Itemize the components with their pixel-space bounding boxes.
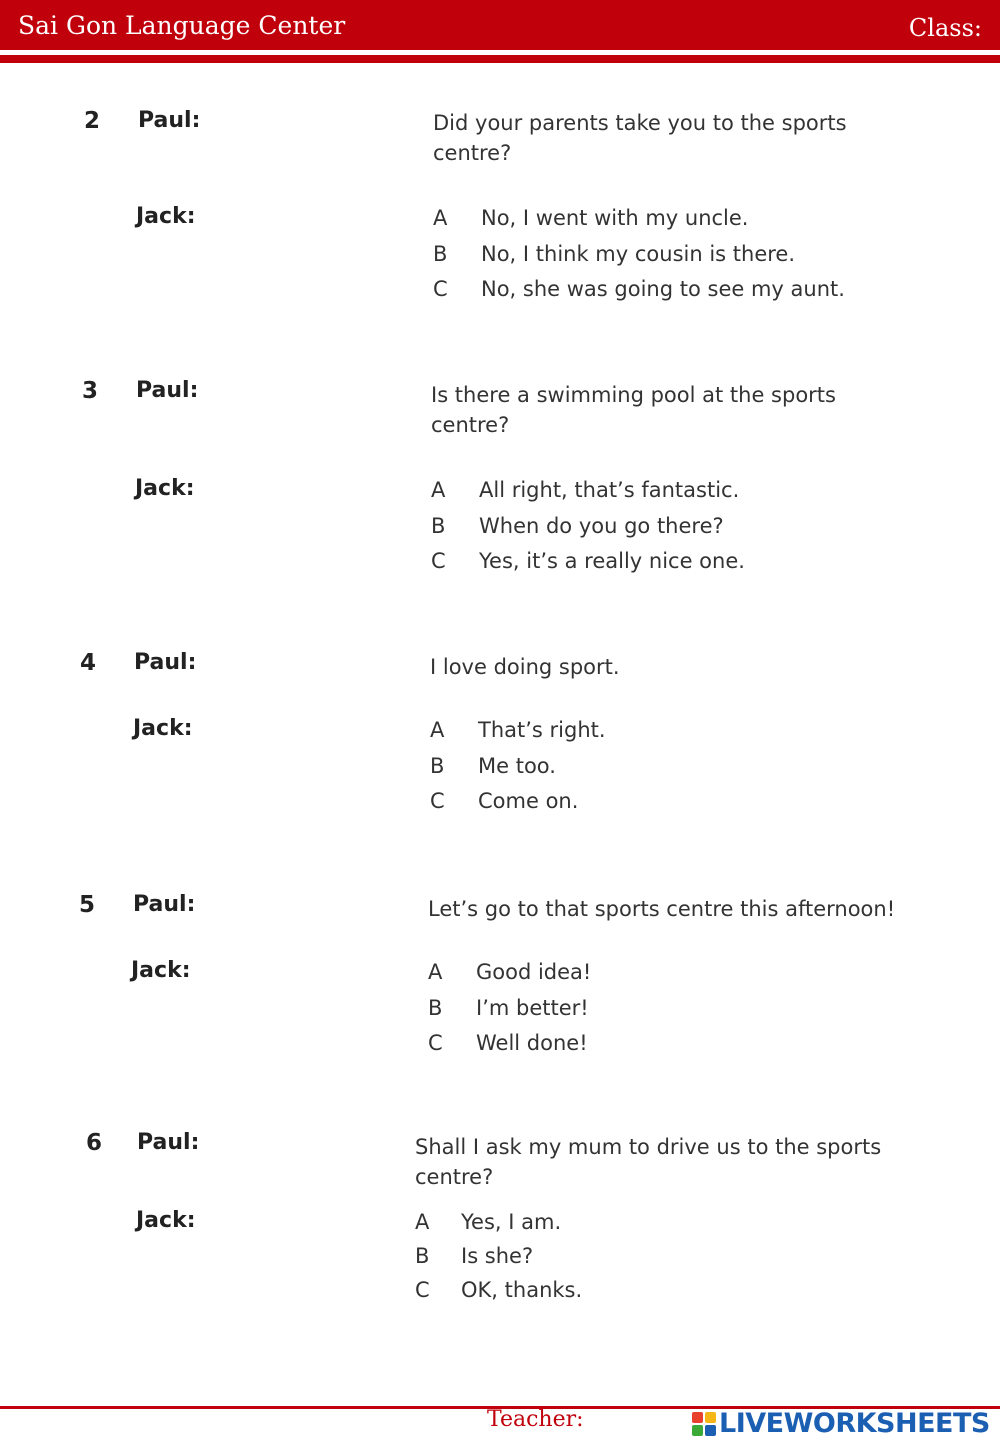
- logo-square: [692, 1412, 703, 1423]
- option-b[interactable]: B Me too.: [430, 754, 556, 778]
- question-number: 4: [80, 650, 97, 676]
- question-prompt: Is there a swimming pool at the sports centre?: [431, 383, 836, 437]
- option-c[interactable]: C No, she was going to see my aunt.: [433, 277, 845, 301]
- option-c[interactable]: C OK, thanks.: [415, 1278, 583, 1302]
- question-prompt: Shall I ask my mum to drive us to the sports centre?: [415, 1135, 882, 1189]
- speaker-jack: Jack:: [136, 204, 196, 229]
- logo-square: [705, 1412, 716, 1423]
- class-label: Class:: [908, 14, 982, 42]
- speaker-jack: Jack:: [131, 958, 191, 983]
- question-prompt: Did your parents take you to the sports centre?: [433, 111, 847, 165]
- speaker-jack: Jack:: [136, 1208, 196, 1233]
- option-c[interactable]: C Come on.: [430, 789, 579, 813]
- speaker-jack: Jack:: [135, 476, 195, 501]
- question-number: 3: [82, 378, 99, 404]
- question-prompt: Let’s go to that sports centre this afternoon!: [428, 897, 896, 921]
- option-b[interactable]: B No, I think my cousin is there.: [433, 242, 796, 266]
- speaker-paul: Paul:: [136, 378, 199, 403]
- option-c[interactable]: C Yes, it’s a really nice one.: [431, 549, 745, 573]
- speaker-paul: Paul:: [138, 108, 201, 133]
- option-a[interactable]: A No, I went with my uncle.: [433, 206, 749, 230]
- speaker-paul: Paul:: [133, 892, 196, 917]
- option-b[interactable]: B When do you go there?: [431, 514, 724, 538]
- logo-square: [692, 1425, 703, 1436]
- option-a[interactable]: A All right, that’s fantastic.: [431, 478, 740, 502]
- header-bar: [0, 0, 1000, 50]
- speaker-jack: Jack:: [133, 716, 193, 741]
- logo-text: LIVEWORKSHEETS: [719, 1408, 990, 1439]
- liveworksheets-logo[interactable]: [692, 1408, 990, 1439]
- option-a[interactable]: A Good idea!: [428, 960, 592, 984]
- question-number: 6: [86, 1130, 103, 1156]
- option-c[interactable]: C Well done!: [428, 1031, 588, 1055]
- option-a[interactable]: A Yes, I am.: [415, 1210, 562, 1234]
- speaker-paul: Paul:: [137, 1130, 200, 1155]
- question-number: 2: [84, 108, 101, 134]
- header-divider: [0, 55, 1000, 63]
- logo-square: [705, 1425, 716, 1436]
- teacher-label: Teacher:: [487, 1407, 584, 1432]
- center-name: Sai Gon Language Center: [18, 11, 346, 40]
- option-b[interactable]: B I’m better!: [428, 996, 589, 1020]
- option-b[interactable]: B Is she?: [415, 1244, 534, 1268]
- question-prompt: I love doing sport.: [430, 655, 620, 679]
- question-number: 5: [79, 892, 96, 918]
- speaker-paul: Paul:: [134, 650, 197, 675]
- option-a[interactable]: A That’s right.: [430, 718, 606, 742]
- logo-squares-icon: [692, 1412, 716, 1436]
